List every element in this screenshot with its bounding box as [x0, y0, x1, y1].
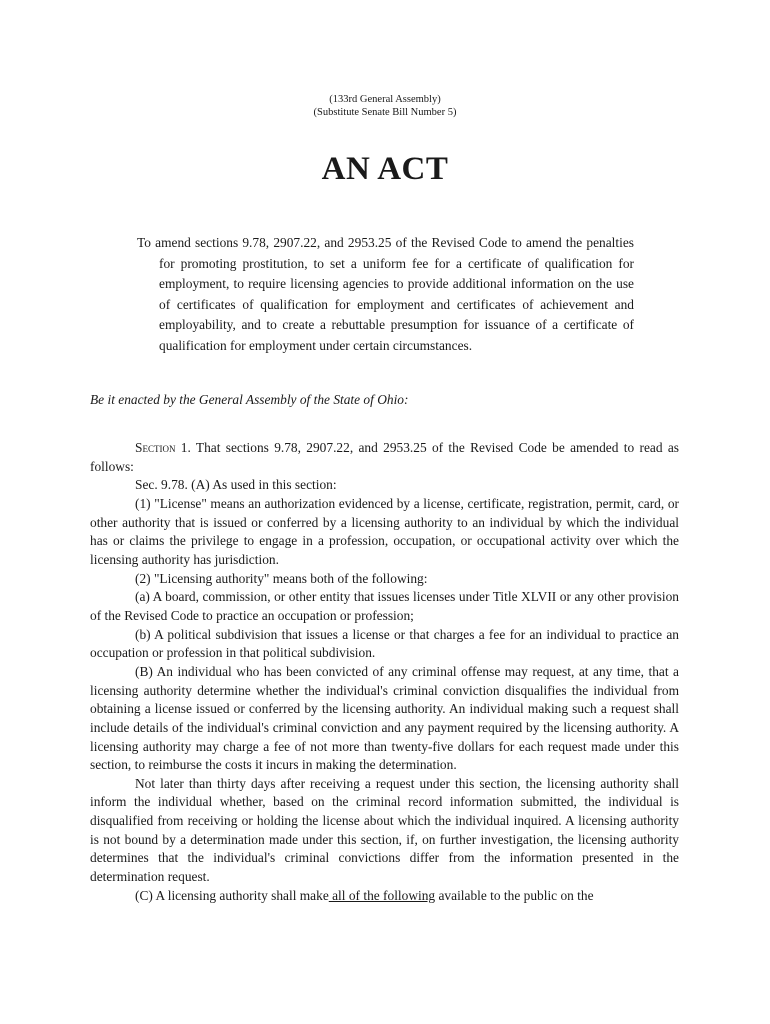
paragraph: (b) A political subdivision that issues a license or that charges a fee for an individual to practice an occupation or profession in that political subdivision.	[90, 626, 679, 661]
paragraph: Sec. 9.78. (A) As used in this section:	[135, 477, 337, 493]
paragraph: Not later than thirty days after receiving a request under this section, the licensing authority shall inform the individual whether, based on the criminal record information submitted, the individual is disqualified from receiving or holding the license about which the individual inquired. A licensing authority is not bound by a determination made under this section, if, on further investigation, the licensing authority determines that the individual's criminal convictions differ from the information presented in the determination request.	[90, 775, 679, 885]
bill-number-line: (Substitute Senate Bill Number 5)	[313, 107, 457, 118]
section-intro-text: 1. That sections 9.78, 2907.22, and 2953.25 of the Revised Code be amended to read as follows:	[90, 440, 679, 474]
section-label: Section	[135, 440, 176, 455]
enacting-clause: Be it enacted by the General Assembly of the State of Ohio:	[90, 392, 409, 407]
last-paragraph-before: (C) A licensing authority shall make	[135, 887, 329, 903]
bill-header	[0, 93, 770, 119]
paragraph: (B) An individual who has been convicted of any criminal offense may request, at any time, that a licensing authority determine whether the individual's criminal conviction disqualifies the individual from obtaining a license issued or conferred by the licensing authority. An individual making such a request shall include details of the individual's criminal conviction and any payment required by the licensing authority. A licensing authority may charge a fee of not more than twenty-five dollars for each request made under this section, to reimburse the costs it incurs in making the determination.	[90, 663, 679, 773]
section-intro	[90, 439, 679, 476]
last-paragraph-after: available to the public on the	[435, 887, 594, 903]
bill-body	[90, 439, 679, 905]
paragraph: (a) A board, commission, or other entity that issues licenses under Title XLVII or any other provision of the Revised Code to practice an occupation or profession;	[90, 589, 679, 623]
act-title: AN ACT	[321, 151, 449, 187]
paragraph: (1) "License" means an authorization evidenced by a license, certificate, registration, permit, card, or other authority that is issued or conferred by a licensing authority to an individual by which the individual has or claims the privilege to engage in a profession, occupation, or occupational activity over which the licensing authority has jurisdiction.	[90, 495, 679, 567]
inserted-text: all of the following	[328, 887, 436, 903]
act-summary: To amend sections 9.78, 2907.22, and 2953.25 of the Revised Code to amend the penalties for promoting prostitution, to set a uniform fee for a certificate of qualification for employment, to require licensing agencies to provide additional information on the use of certificates of qualification for employment and certificates of achievement and employability, and to create a rebuttable presumption for issuance of a certificate of qualification for employment under certain circumstances.	[137, 235, 634, 353]
assembly-line: (133rd General Assembly)	[329, 94, 441, 105]
paragraph: (2) "Licensing authority" means both of the following:	[135, 570, 428, 586]
paragraph-last	[90, 887, 679, 906]
